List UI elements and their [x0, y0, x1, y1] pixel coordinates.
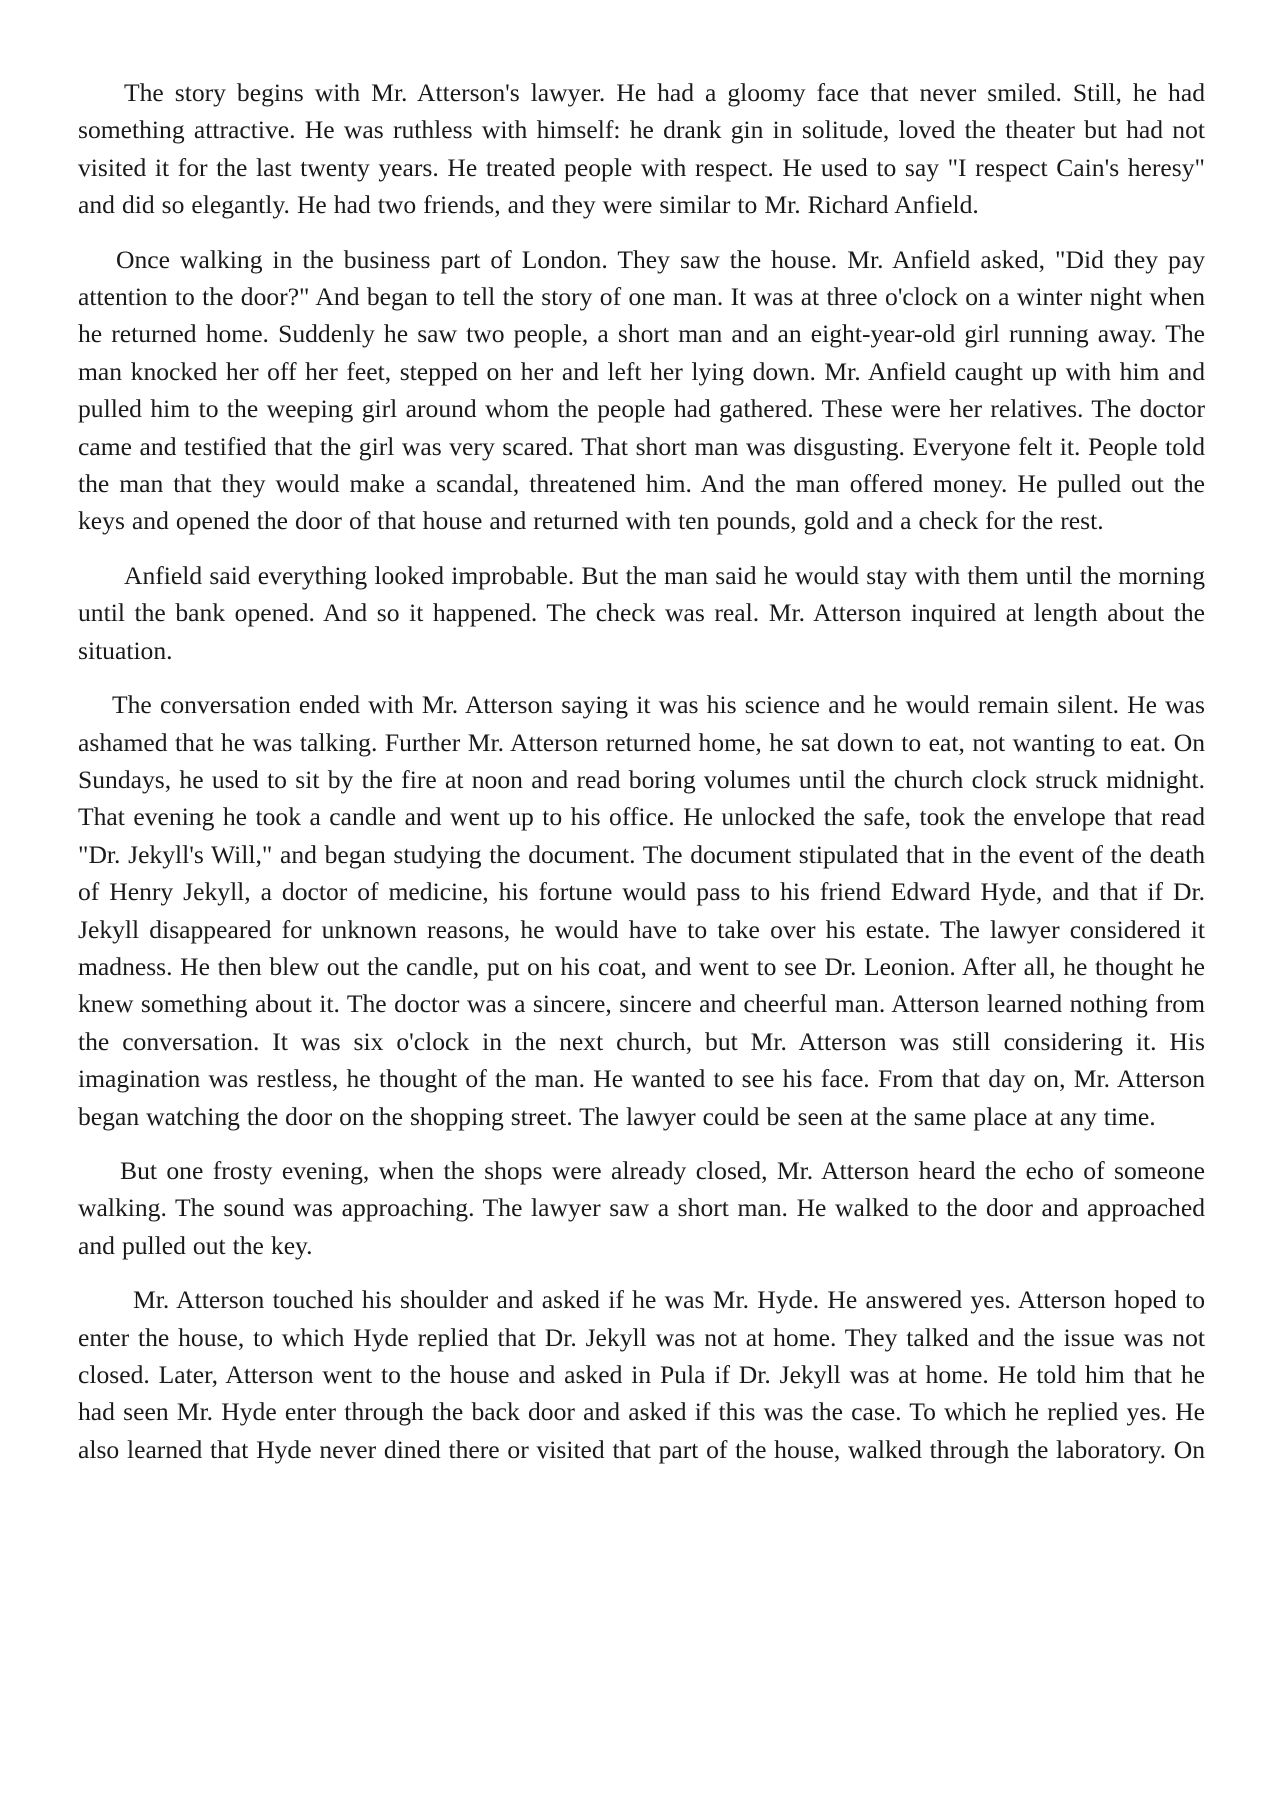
paragraph-3: Anfield said everything looked improbable. But the man said he would stay with them until the morning until the bank opened. And so it happened. The check was real. Mr. Atterson inquired at length about the situation.	[78, 560, 1205, 665]
paragraph-2: Once walking in the business part of London. They saw the house. Mr. Anfield asked, "Did they pay attention to the door?" And began to tell the story of one man. It was at three o'clock on a winter night when he returned home. Suddenly he saw two people, a short man and an eight-year-old girl running away. The man knocked her off her feet, stepped on her and left her lying down. Mr. Anfield caught up with him and pulled him to the weeping girl around whom the people had gathered. These were her relatives. The doctor came and testified that the girl was very scared. That short man was disgusting. Everyone felt it. People told the man that they would make a scandal, threatened him. And the man offered money. He pulled out the keys and opened the door of that house and returned with ten pounds, gold and a check for the rest.	[78, 244, 1205, 536]
document-page	[78, 74, 1205, 1468]
paragraph-5: But one frosty evening, when the shops were already closed, Mr. Atterson heard the echo of someone walking. The sound was approaching. The lawyer saw a short man. He walked to the door and approached and pulled out the key.	[78, 1155, 1205, 1260]
paragraph-6: Mr. Atterson touched his shoulder and asked if he was Mr. Hyde. He answered yes. Atterson hoped to enter the house, to which Hyde replied that Dr. Jekyll was not at home. They talked and the issue was not closed. Later, Atterson went to the house and asked in Pula if Dr. Jekyll was at home. He told him that he had seen Mr. Hyde enter through the back door and asked if this was the case. To which he replied yes. He also learned that Hyde never dined there or visited that part of the house, walked through the laboratory. On	[78, 1285, 1205, 1464]
paragraph-1: The story begins with Mr. Atterson's lawyer. He had a gloomy face that never smiled. Still, he had something attractive. He was ruthless with himself: he drank gin in solitude, loved the theater but had not visited it for the last twenty years. He treated people with respect. He used to say "I respect Cain's heresy" and did so elegantly. He had two friends, and they were similar to Mr. Richard Anfield.	[78, 78, 1205, 220]
paragraph-4: The conversation ended with Mr. Atterson saying it was his science and he would remain silent. He was ashamed that he was talking. Further Mr. Atterson returned home, he sat down to eat, not wanting to eat. On Sundays, he used to sit by the fire at noon and read boring volumes until the church clock struck midnight. That evening he took a candle and went up to his office. He unlocked the safe, took the envelope that read "Dr. Jekyll's Will," and began studying the document. The document stipulated that in the event of the death of Henry Jekyll, a doctor of medicine, his fortune would pass to his friend Edward Hyde, and that if Dr. Jekyll disappeared for unknown reasons, he would have to take over his estate. The lawyer considered it madness. He then blew out the candle, put on his coat, and went to see Dr. Leonion. After all, he thought he knew something about it. The doctor was a sincere, sincere and cheerful man. Atterson learned nothing from the conversation. It was six o'clock in the next church, but Mr. Atterson was still considering it. His imagination was restless, he thought of the man. He wanted to see his face. From that day on, Mr. Atterson began watching the door on the shopping street. The lawyer could be seen at the same place at any time.	[78, 690, 1205, 1131]
